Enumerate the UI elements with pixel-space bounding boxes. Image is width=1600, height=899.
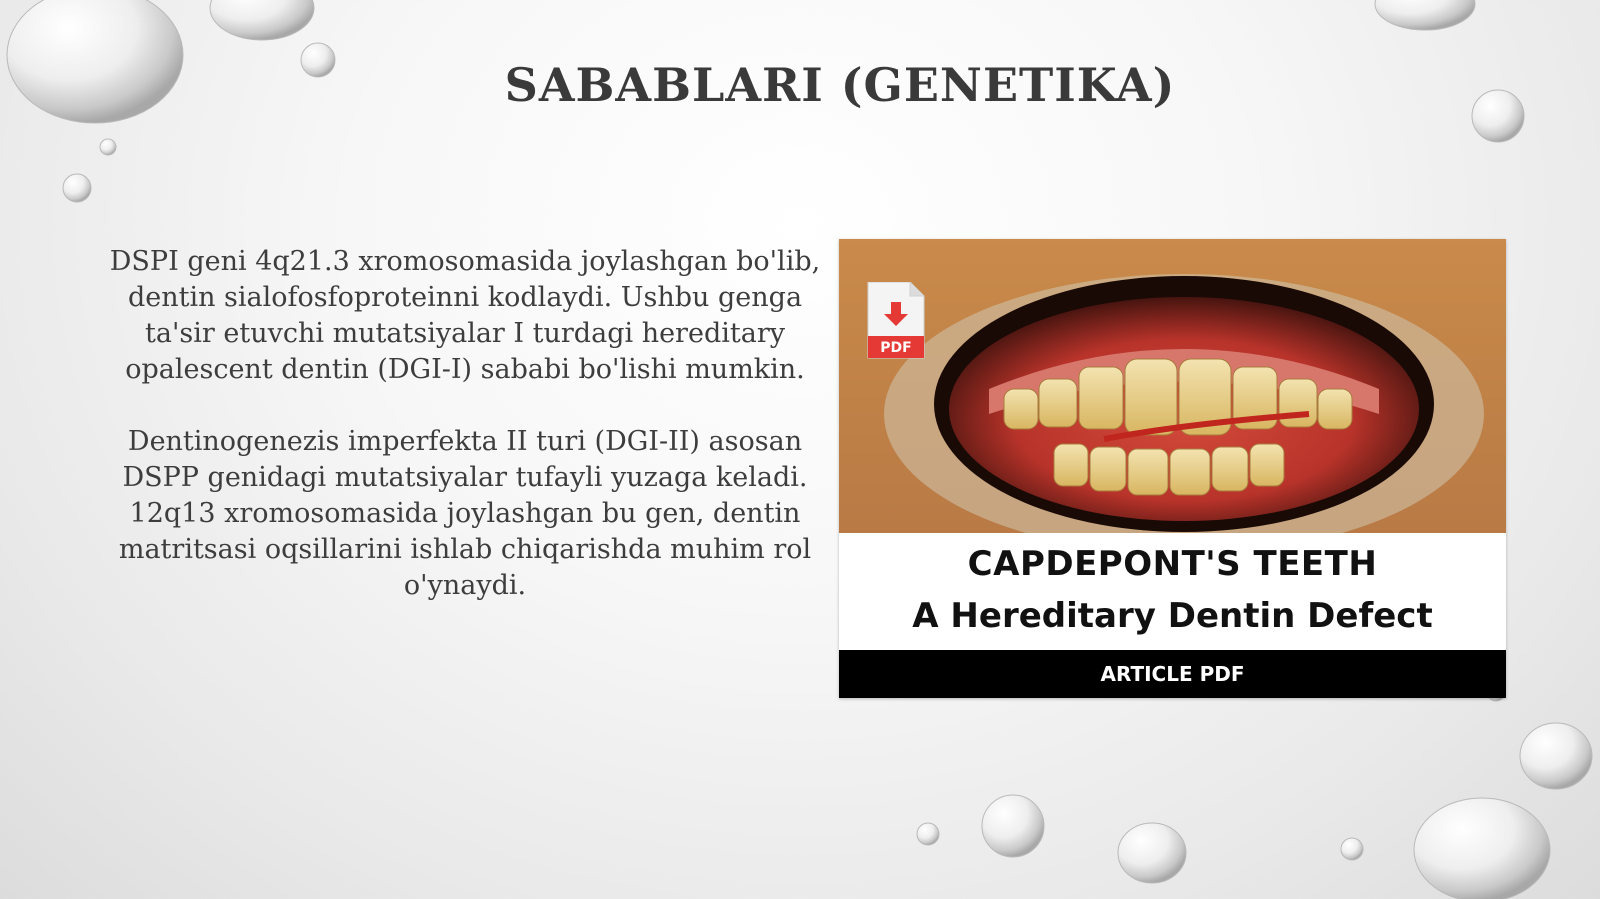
article-pdf-label: ARTICLE PDF <box>839 650 1506 698</box>
article-thumbnail <box>839 239 1506 698</box>
slide-body <box>108 244 822 640</box>
teeth-photo <box>839 239 1506 533</box>
pdf-download-icon <box>866 282 926 360</box>
paragraph-dspp: Dentinogenezis imperfekta II turi (DGI-II) asosan DSPP genidagi mutatsiyalar tufayli yuzaga keladi. 12q13 xromosomasida joylashgan bu gen, dentin matritsasi oqsillarini ishlab chiqarishda muhim rol o'ynaydi. <box>118 426 812 601</box>
article-subtitle: A Hereditary Dentin Defect <box>912 596 1433 636</box>
pdf-badge-label: PDF <box>880 340 912 356</box>
article-caption <box>839 533 1506 649</box>
article-title: CAPDEPONT'S TEETH <box>967 544 1378 584</box>
paragraph-dspi: DSPI geni 4q21.3 xromosomasida joylashgan bo'lib, dentin sialofosfoproteinni kodlaydi. Ushbu genga ta'sir etuvchi mutatsiyalar I turdagi hereditary opalescent dentin (DGI-I) sababi bo'lishi mumkin. <box>109 246 821 385</box>
slide-title: SABABLARI (GENETIKA) <box>504 58 1176 112</box>
